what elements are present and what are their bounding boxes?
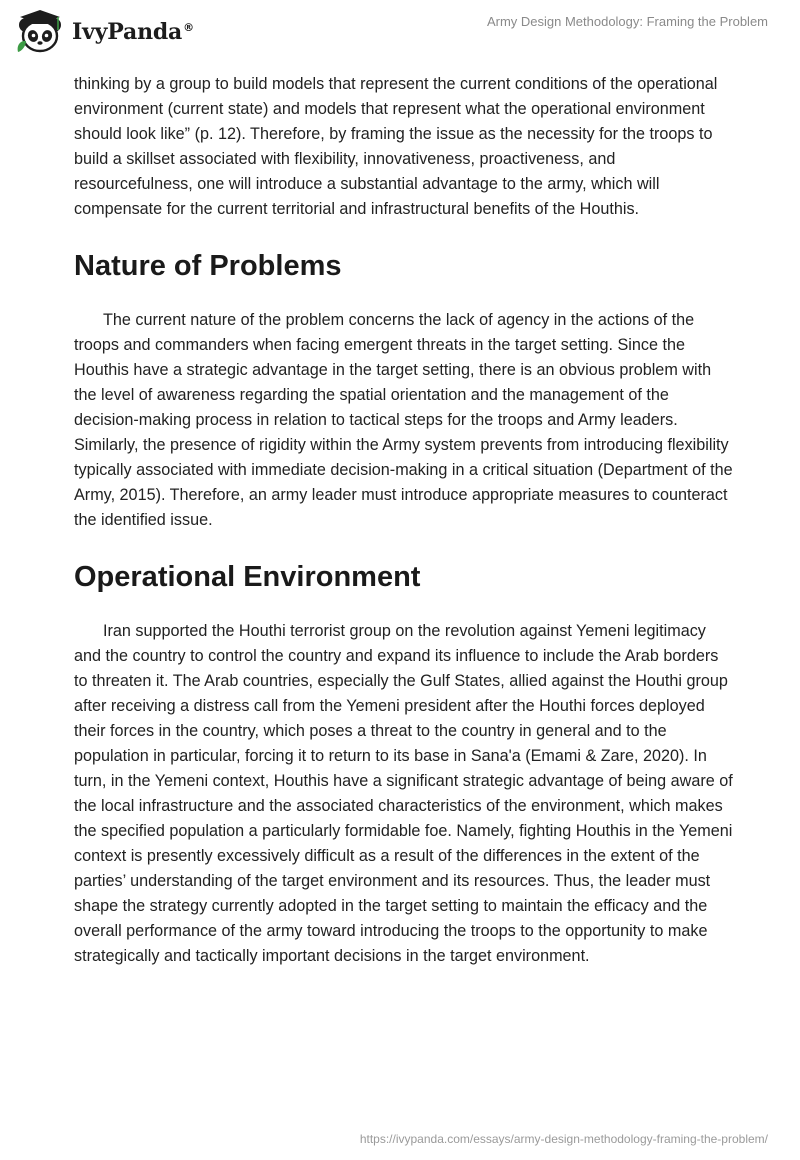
section-paragraph-nature-of-problems: The current nature of the problem concerns the lack of agency in the actions of the troops and commanders when facing emergent threats in the target setting. Since the Houthis have a strategic advantage in the target setting, there is an obvious problem with the level of awareness regarding the spatial orientation and the management of the decision-making process in relation to tactical steps for the troops and Army leaders. Similarly, the presence of rigidity within the Army system prevents from introducing flexibility typically associated with immediate decision-making in a critical situation (Department of the Army, 2015). Therefore, an army leader must introduce appropriate measures to counteract the identified issue.	[74, 311, 733, 529]
page-header	[0, 0, 800, 70]
source-url-link[interactable]: https://ivypanda.com/essays/army-design-methodology-framing-the-problem/	[359, 1132, 768, 1146]
section-heading-nature-of-problems: Nature of Problems	[74, 250, 342, 282]
ivypanda-logo[interactable]	[14, 8, 194, 54]
panda-graduate-icon	[14, 8, 66, 54]
brand-name: IvyPanda®	[72, 19, 194, 45]
document-title: Army Design Methodology: Framing the Problem	[486, 14, 768, 29]
intro-paragraph: thinking by a group to build models that represent the current conditions of the operational environment (current state) and models that represent what the operational environment should look like” (p. 12). Therefore, by framing the issue as the necessity for the troops to build a skillset associated with flexibility, innovativeness, proactiveness, and resourcefulness, one will introduce a substantial advantage to the army, which will compensate for the current territorial and infrastructural benefits of the Houthis.	[74, 75, 718, 218]
section-heading-operational-environment: Operational Environment	[74, 561, 421, 593]
essay-content	[74, 72, 734, 969]
section-paragraph-operational-environment: Iran supported the Houthi terrorist group on the revolution against Yemeni legitimacy and the country to control the country and expand its influence to include the Arab borders to threaten it. The Arab countries, especially the Gulf States, allied against the Houthi group after receiving a distress call from the Yemeni president after the Houthi forces deployed their forces in the country, which poses a threat to the country in general and to the population in particular, forcing it to return to its base in Sana'a (Emami & Zare, 2020). In turn, in the Yemeni context, Houthis have a significant strategic advantage of being aware of the local infrastructure and the associated characteristics of the environment, which makes the specified population a particularly formidable foe. Namely, fighting Houthis in the Yemeni context is presently excessively difficult as a result of the differences in the extent of the parties’ understanding of the target environment and its resources. Thus, the leader must shape the strategy currently adopted in the target setting to maintain the efficacy and the overall performance of the army toward introducing the troops to the opportunity to make strategically and tactically important decisions in the target environment.	[74, 622, 733, 965]
registered-mark: ®	[183, 20, 194, 34]
